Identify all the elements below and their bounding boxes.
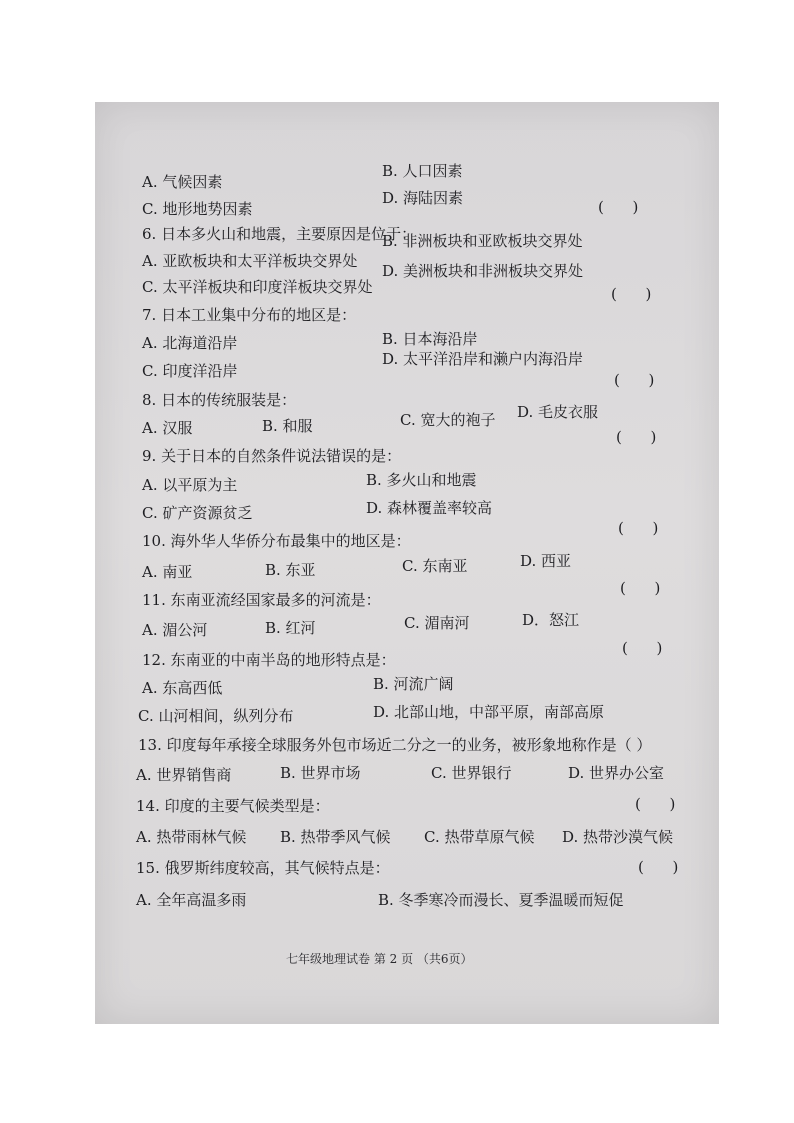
q11-answer-blank: ( ) xyxy=(622,639,663,657)
q12-stem: 12. 东南亚的中南半岛的地形特点是： xyxy=(142,651,396,669)
q13-option-a: A. 世界销售商 xyxy=(136,766,232,784)
q7-answer-blank: ( ) xyxy=(614,371,655,389)
q9-option-c: C. 矿产资源贫乏 xyxy=(142,504,253,522)
q5-option-a: A. 气候因素 xyxy=(142,173,223,191)
q14-option-c: C. 热带草原气候 xyxy=(424,828,535,846)
q5-answer-blank: ( ) xyxy=(598,198,639,216)
q7-option-b: B. 日本海沿岸 xyxy=(382,330,478,348)
q14-option-a: A. 热带雨林气候 xyxy=(136,828,247,846)
q6-answer-blank: ( ) xyxy=(611,285,652,303)
q7-option-d: D. 太平洋沿岸和濑户内海沿岸 xyxy=(382,350,584,368)
q15-answer-blank: ( ) xyxy=(638,858,679,876)
q9-option-a: A. 以平原为主 xyxy=(142,476,238,494)
q12-option-b: B. 河流广阔 xyxy=(373,675,454,693)
q8-answer-blank: ( ) xyxy=(616,428,657,446)
q9-option-d: D. 森林覆盖率较高 xyxy=(366,499,493,517)
q5-option-b: B. 人口因素 xyxy=(382,162,463,180)
q8-stem: 8. 日本的传统服装是： xyxy=(142,391,297,409)
q8-option-b: B. 和服 xyxy=(262,417,313,435)
q14-answer-blank: ( ) xyxy=(635,795,676,813)
q12-option-d: D. 北部山地，中部平原，南部高原 xyxy=(373,703,605,721)
q13-stem: 13. 印度每年承接全球服务外包市场近二分之一的业务，被形象地称作是（ ） xyxy=(138,736,652,754)
q13-option-c: C. 世界银行 xyxy=(431,764,512,782)
q7-option-a: A. 北海道沿岸 xyxy=(142,334,238,352)
q8-option-c: C. 宽大的袍子 xyxy=(400,411,496,429)
q6-option-c: C. 太平洋板块和印度洋板块交界处 xyxy=(142,278,373,296)
q11-option-d: D．怒江 xyxy=(522,611,580,629)
q6-option-d: D. 美洲板块和非洲板块交界处 xyxy=(382,262,584,280)
q10-answer-blank: ( ) xyxy=(620,579,661,597)
q8-option-d: D. 毛皮衣服 xyxy=(517,403,599,421)
q11-option-b: B. 红河 xyxy=(265,619,316,637)
q15-option-b: B. 冬季寒冷而漫长、夏季温暖而短促 xyxy=(378,891,624,909)
q14-option-b: B. 热带季风气候 xyxy=(280,828,391,846)
q12-option-a: A. 东高西低 xyxy=(142,679,223,697)
q13-option-d: D. 世界办公室 xyxy=(568,764,665,782)
q10-stem: 10. 海外华人华侨分布最集中的地区是： xyxy=(142,532,411,550)
q14-stem: 14. 印度的主要气候类型是： xyxy=(136,797,330,815)
q15-option-a: A. 全年高温多雨 xyxy=(136,891,247,909)
q14-option-d: D. 热带沙漠气候 xyxy=(562,828,674,846)
q9-option-b: B. 多火山和地震 xyxy=(366,471,477,489)
page-footer: 七年级地理试卷 第 2 页 （共6页） xyxy=(286,952,473,966)
q7-option-c: C. 印度洋沿岸 xyxy=(142,362,238,380)
q10-option-c: C. 东南亚 xyxy=(402,557,468,575)
q8-option-a: A. 汉服 xyxy=(142,419,193,437)
q5-option-c: C. 地形地势因素 xyxy=(142,200,253,218)
q11-stem: 11. 东南亚流经国家最多的河流是： xyxy=(142,591,381,609)
q9-answer-blank: ( ) xyxy=(618,519,659,537)
q10-option-d: D. 西亚 xyxy=(520,552,572,570)
q11-option-c: C. 湄南河 xyxy=(404,614,470,632)
q10-option-b: B. 东亚 xyxy=(265,561,316,579)
q10-option-a: A. 南亚 xyxy=(142,563,193,581)
q7-stem: 7. 日本工业集中分布的地区是： xyxy=(142,306,357,324)
q15-stem: 15. 俄罗斯纬度较高，其气候特点是： xyxy=(136,859,390,877)
q6-stem: 6. 日本多火山和地震，主要原因是位于： xyxy=(142,225,417,243)
q6-option-a: A. 亚欧板块和太平洋板块交界处 xyxy=(142,252,358,270)
q12-option-c: C. 山河相间，纵列分布 xyxy=(138,707,294,725)
q9-stem: 9. 关于日本的自然条件说法错误的是： xyxy=(142,447,402,465)
q6-option-b: B. 非洲板块和亚欧板块交界处 xyxy=(382,232,583,250)
q5-option-d: D. 海陆因素 xyxy=(382,189,464,207)
q13-option-b: B. 世界市场 xyxy=(280,764,361,782)
q11-option-a: A. 湄公河 xyxy=(142,621,208,639)
